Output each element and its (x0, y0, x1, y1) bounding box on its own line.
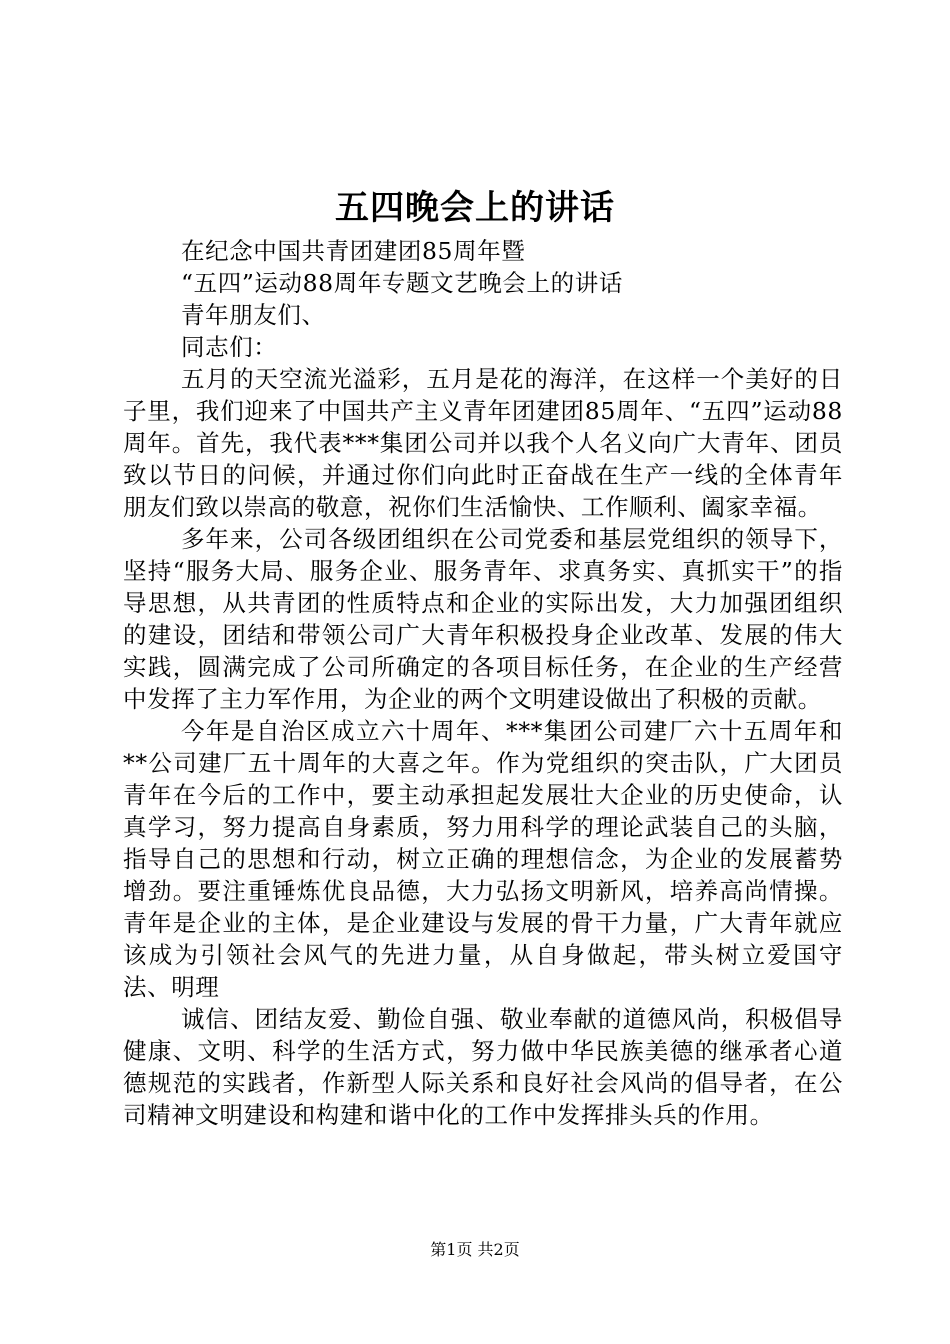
page-footer: 第1页 共2页 (430, 1240, 520, 1259)
subtitle-line-1: 在纪念中国共青团建团85周年暨 (181, 237, 526, 265)
subtitle-line-2: “五四”运动88周年专题文艺晚会上的讲话 (181, 269, 623, 297)
document-body (123, 235, 843, 1131)
document-title: 五四晚会上的讲话 (335, 188, 615, 228)
paragraph-1: 五月的天空流光溢彩，五月是花的海洋，在这样一个美好的日子里，我们迎来了中国共产主义青年团建团85周年、“五四”运动88周年。首先，我代表***集团公司并以我个人名义向广大青年、团员致以节日的问候，并通过你们向此时正奋战在生产一线的全体青年朋友们致以崇高的敬意，祝你们生活愉快、工作顺利、阖家幸福。 (123, 365, 843, 521)
paragraph-4: 诚信、团结友爱、勤俭自强、敬业奉献的道德风尚，积极倡导健康、文明、科学的生活方式，努力做中华民族美德的继承者心道德规范的实践者，作新型人际关系和良好社会风尚的倡导者，在公司精神文明建设和构建和谐中化的工作中发挥排头兵的作用。 (123, 1005, 843, 1129)
paragraph-3: 今年是自治区成立六十周年、***集团公司建厂六十五周年和**公司建厂五十周年的大喜之年。作为党组织的突击队，广大团员青年在今后的工作中，要主动承担起发展壮大企业的历史使命，认真学习，努力提高自身素质，努力用科学的理论武装自己的头脑，指导自己的思想和行动，树立正确的理想信念，为企业的发展蓄势增劲。要注重锤炼优良品德，大力弘扬文明新风，培养高尚情操。青年是企业的主体，是企业建设与发展的骨干力量，广大青年就应该成为引领社会风气的先进力量，从自身做起，带头树立爱国守法、明理 (123, 717, 843, 1001)
salutation-line-2: 同志们： (181, 333, 278, 361)
paragraph-2: 多年来，公司各级团组织在公司党委和基层党组织的领导下，坚持“服务大局、服务企业、服务青年、求真务实、真抓实干”的指导思想，从共青团的性质特点和企业的实际出发，大力加强团组织的建设，团结和带领公司广大青年积极投身企业改革、发展的伟大实践，圆满完成了公司所确定的各项目标任务，在企业的生产经营中发挥了主力军作用，为企业的两个文明建设做出了积极的贡献。 (123, 525, 843, 713)
salutation-line-1: 青年朋友们、 (181, 301, 326, 329)
